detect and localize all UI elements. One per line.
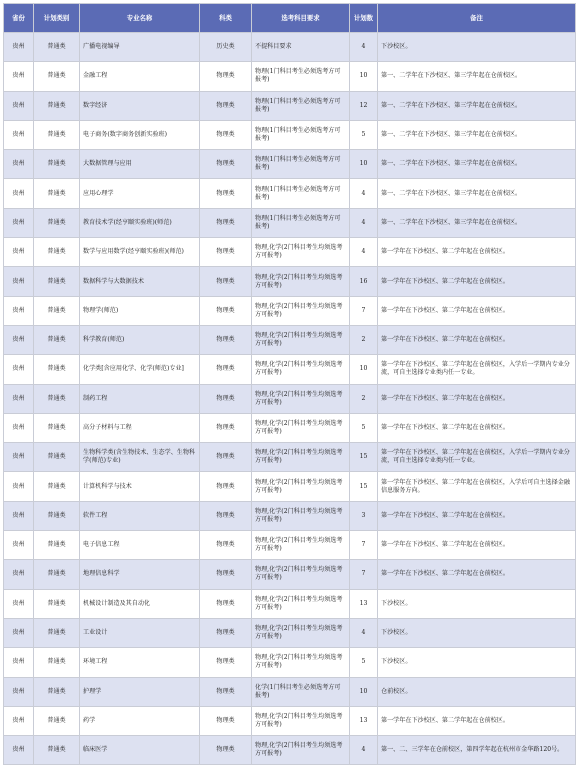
major-name-cell: 广播电视编导: [80, 33, 200, 62]
required-subjects-cell: 化学(1门科目考生必须选考方可报考): [252, 677, 350, 706]
admissions-plan-table: [3, 3, 576, 765]
required-subjects-cell: 物理(1门科目考生必须选考方可报考): [252, 120, 350, 149]
subject-track-cell: 物理类: [200, 618, 252, 647]
plan-category-cell: 普通类: [34, 472, 80, 501]
required-subjects-cell: 物理,化学(2门科目考生均须选考方可报考): [252, 736, 350, 765]
table-row: [4, 413, 576, 442]
province-cell: 贵州: [4, 238, 34, 267]
remarks-cell: 第一学年在下沙校区、第二学年起在仓前校区。: [378, 238, 576, 267]
remarks-cell: 第一学年在下沙校区、第二学年起在仓前校区。: [378, 325, 576, 354]
plan-category-cell: 普通类: [34, 296, 80, 325]
province-cell: 贵州: [4, 267, 34, 296]
table-row: [4, 472, 576, 501]
province-cell: 贵州: [4, 179, 34, 208]
table-row: [4, 238, 576, 267]
required-subjects-cell: 物理,化学(2门科目考生均须选考方可报考): [252, 413, 350, 442]
required-subjects-cell: 物理,化学(2门科目考生均须选考方可报考): [252, 238, 350, 267]
remarks-cell: 第一学年在下沙校区、第二学年起在仓前校区。: [378, 501, 576, 530]
province-cell: 贵州: [4, 62, 34, 91]
remarks-cell: 第一学年在下沙校区、第二学年起在仓前校区。: [378, 413, 576, 442]
province-cell: 贵州: [4, 208, 34, 237]
required-subjects-cell: 物理,化学(2门科目考生均须选考方可报考): [252, 355, 350, 384]
subject-track-cell: 物理类: [200, 648, 252, 677]
remarks-cell: 第一、二学年在下沙校区、第三学年起在仓前校区。: [378, 179, 576, 208]
required-subjects-cell: 物理,化学(2门科目考生均须选考方可报考): [252, 531, 350, 560]
plan-count-cell: 15: [350, 472, 378, 501]
header-remarks: 备注: [378, 4, 576, 33]
province-cell: 贵州: [4, 355, 34, 384]
required-subjects-cell: 物理,化学(2门科目考生均须选考方可报考): [252, 384, 350, 413]
required-subjects-cell: 物理,化学(2门科目考生均须选考方可报考): [252, 501, 350, 530]
table-row: [4, 443, 576, 472]
province-cell: 贵州: [4, 296, 34, 325]
major-name-cell: 工业设计: [80, 618, 200, 647]
remarks-cell: 第一学年在下沙校区、第二学年起在仓前校区。: [378, 296, 576, 325]
plan-category-cell: 普通类: [34, 33, 80, 62]
required-subjects-cell: 物理,化学(2门科目考生均须选考方可报考): [252, 618, 350, 647]
plan-category-cell: 普通类: [34, 443, 80, 472]
plan-count-cell: 10: [350, 62, 378, 91]
required-subjects-cell: 物理,化学(2门科目考生均须选考方可报考): [252, 648, 350, 677]
remarks-cell: 第一学年在下沙校区、第二学年起在仓前校区。: [378, 267, 576, 296]
major-name-cell: 电子商务(数字商务创新实验班): [80, 120, 200, 149]
plan-category-cell: 普通类: [34, 560, 80, 589]
province-cell: 贵州: [4, 91, 34, 120]
plan-count-cell: 4: [350, 736, 378, 765]
required-subjects-cell: 物理,化学(2门科目考生均须选考方可报考): [252, 589, 350, 618]
major-name-cell: 大数据管理与应用: [80, 150, 200, 179]
table-row: [4, 325, 576, 354]
plan-count-cell: 3: [350, 501, 378, 530]
province-cell: 贵州: [4, 589, 34, 618]
province-cell: 贵州: [4, 736, 34, 765]
subject-track-cell: 物理类: [200, 589, 252, 618]
required-subjects-cell: 物理(1门科目考生必须选考方可报考): [252, 150, 350, 179]
plan-count-cell: 10: [350, 677, 378, 706]
header-major-name: 专业名称: [80, 4, 200, 33]
province-cell: 贵州: [4, 706, 34, 735]
plan-count-cell: 2: [350, 325, 378, 354]
remarks-cell: 下沙校区。: [378, 589, 576, 618]
plan-category-cell: 普通类: [34, 150, 80, 179]
plan-count-cell: 12: [350, 91, 378, 120]
province-cell: 贵州: [4, 150, 34, 179]
plan-count-cell: 15: [350, 443, 378, 472]
table-row: [4, 384, 576, 413]
subject-track-cell: 历史类: [200, 33, 252, 62]
province-cell: 贵州: [4, 501, 34, 530]
major-name-cell: 应用心理学: [80, 179, 200, 208]
subject-track-cell: 物理类: [200, 267, 252, 296]
subject-track-cell: 物理类: [200, 325, 252, 354]
major-name-cell: 高分子材料与工程: [80, 413, 200, 442]
table-row: [4, 296, 576, 325]
table-row: [4, 150, 576, 179]
major-name-cell: 环境工程: [80, 648, 200, 677]
major-name-cell: 电子信息工程: [80, 531, 200, 560]
header-plan-category: 计划类别: [34, 4, 80, 33]
remarks-cell: 第一、二、三学年在仓前校区，第四学年起在杭州市金华路120号。: [378, 736, 576, 765]
subject-track-cell: 物理类: [200, 208, 252, 237]
required-subjects-cell: 物理,化学(2门科目考生均须选考方可报考): [252, 706, 350, 735]
remarks-cell: 第一学年在下沙校区、第二学年起在仓前校区，入学后一学期内专业分流，可自主选择专业类内任一专业。: [378, 355, 576, 384]
major-name-cell: 金融工程: [80, 62, 200, 91]
major-name-cell: 科学教育(师范): [80, 325, 200, 354]
plan-count-cell: 13: [350, 589, 378, 618]
required-subjects-cell: 物理,化学(2门科目考生均须选考方可报考): [252, 296, 350, 325]
plan-count-cell: 7: [350, 531, 378, 560]
province-cell: 贵州: [4, 413, 34, 442]
major-name-cell: 软件工程: [80, 501, 200, 530]
plan-count-cell: 10: [350, 150, 378, 179]
major-name-cell: 数字经济: [80, 91, 200, 120]
province-cell: 贵州: [4, 531, 34, 560]
province-cell: 贵州: [4, 560, 34, 589]
plan-count-cell: 10: [350, 355, 378, 384]
plan-category-cell: 普通类: [34, 531, 80, 560]
plan-category-cell: 普通类: [34, 384, 80, 413]
header-subject-track: 科类: [200, 4, 252, 33]
header-province: 省份: [4, 4, 34, 33]
table-row: [4, 179, 576, 208]
plan-category-cell: 普通类: [34, 677, 80, 706]
subject-track-cell: 物理类: [200, 443, 252, 472]
subject-track-cell: 物理类: [200, 120, 252, 149]
plan-count-cell: 4: [350, 208, 378, 237]
plan-category-cell: 普通类: [34, 91, 80, 120]
subject-track-cell: 物理类: [200, 179, 252, 208]
table-row: [4, 736, 576, 765]
table-body: [4, 33, 576, 765]
table-row: [4, 560, 576, 589]
plan-category-cell: 普通类: [34, 736, 80, 765]
major-name-cell: 机械设计制造及其自动化: [80, 589, 200, 618]
plan-count-cell: 4: [350, 33, 378, 62]
plan-category-cell: 普通类: [34, 238, 80, 267]
plan-category-cell: 普通类: [34, 501, 80, 530]
major-name-cell: 临床医学: [80, 736, 200, 765]
subject-track-cell: 物理类: [200, 677, 252, 706]
plan-category-cell: 普通类: [34, 618, 80, 647]
plan-count-cell: 4: [350, 618, 378, 647]
plan-category-cell: 普通类: [34, 179, 80, 208]
plan-category-cell: 普通类: [34, 120, 80, 149]
province-cell: 贵州: [4, 120, 34, 149]
province-cell: 贵州: [4, 325, 34, 354]
plan-count-cell: 4: [350, 179, 378, 208]
plan-count-cell: 4: [350, 238, 378, 267]
remarks-cell: 第一学年在下沙校区、第二学年起在仓前校区。: [378, 531, 576, 560]
required-subjects-cell: 物理,化学(2门科目考生均须选考方可报考): [252, 267, 350, 296]
table-row: [4, 208, 576, 237]
required-subjects-cell: 物理,化学(2门科目考生均须选考方可报考): [252, 472, 350, 501]
subject-track-cell: 物理类: [200, 472, 252, 501]
province-cell: 贵州: [4, 384, 34, 413]
plan-count-cell: 7: [350, 296, 378, 325]
table-row: [4, 91, 576, 120]
remarks-cell: 第一、二学年在下沙校区、第三学年起在仓前校区。: [378, 150, 576, 179]
plan-category-cell: 普通类: [34, 325, 80, 354]
header-required-subjects: 选考科目要求: [252, 4, 350, 33]
plan-category-cell: 普通类: [34, 648, 80, 677]
subject-track-cell: 物理类: [200, 296, 252, 325]
required-subjects-cell: 物理,化学(2门科目考生均须选考方可报考): [252, 325, 350, 354]
table-row: [4, 677, 576, 706]
plan-category-cell: 普通类: [34, 267, 80, 296]
province-cell: 贵州: [4, 472, 34, 501]
province-cell: 贵州: [4, 618, 34, 647]
table-row: [4, 267, 576, 296]
subject-track-cell: 物理类: [200, 238, 252, 267]
major-name-cell: 制药工程: [80, 384, 200, 413]
remarks-cell: 下沙校区。: [378, 33, 576, 62]
table-row: [4, 501, 576, 530]
major-name-cell: 教育技术学(经亨颐实验班)(师范): [80, 208, 200, 237]
subject-track-cell: 物理类: [200, 413, 252, 442]
required-subjects-cell: 物理(1门科目考生必须选考方可报考): [252, 208, 350, 237]
remarks-cell: 第一学年在下沙校区、第二学年起在仓前校区。: [378, 560, 576, 589]
plan-count-cell: 16: [350, 267, 378, 296]
plan-count-cell: 7: [350, 560, 378, 589]
subject-track-cell: 物理类: [200, 150, 252, 179]
province-cell: 贵州: [4, 33, 34, 62]
major-name-cell: 化学类[含应用化学、化学(师范)专业]: [80, 355, 200, 384]
remarks-cell: 第一、二学年在下沙校区、第三学年起在仓前校区。: [378, 91, 576, 120]
remarks-cell: 下沙校区。: [378, 648, 576, 677]
major-name-cell: 计算机科学与技术: [80, 472, 200, 501]
remarks-cell: 第一学年在下沙校区、第二学年起在仓前校区，入学后一学期内专业分流，可自主选择专业类内任一专业。: [378, 443, 576, 472]
required-subjects-cell: 物理(1门科目考生必须选考方可报考): [252, 91, 350, 120]
table-row: [4, 33, 576, 62]
subject-track-cell: 物理类: [200, 62, 252, 91]
remarks-cell: 第一、二学年在下沙校区、第三学年起在仓前校区。: [378, 120, 576, 149]
major-name-cell: 地理信息科学: [80, 560, 200, 589]
table-row: [4, 531, 576, 560]
major-name-cell: 数学与应用数学(经亨颐实验班)(师范): [80, 238, 200, 267]
remarks-cell: 仓前校区。: [378, 677, 576, 706]
remarks-cell: 第一学年在下沙校区、第二学年起在仓前校区。: [378, 706, 576, 735]
subject-track-cell: 物理类: [200, 91, 252, 120]
remarks-cell: 第一学年在下沙校区、第二学年起在仓前校区。: [378, 384, 576, 413]
major-name-cell: 药学: [80, 706, 200, 735]
plan-category-cell: 普通类: [34, 208, 80, 237]
plan-category-cell: 普通类: [34, 589, 80, 618]
plan-count-cell: 5: [350, 413, 378, 442]
plan-count-cell: 5: [350, 120, 378, 149]
province-cell: 贵州: [4, 677, 34, 706]
remarks-cell: 第一、二学年在下沙校区、第三学年起在仓前校区。: [378, 208, 576, 237]
table-row: [4, 589, 576, 618]
subject-track-cell: 物理类: [200, 384, 252, 413]
header-plan-count: 计划数: [350, 4, 378, 33]
subject-track-cell: 物理类: [200, 706, 252, 735]
subject-track-cell: 物理类: [200, 560, 252, 589]
plan-count-cell: 13: [350, 706, 378, 735]
table-header-row: [4, 4, 576, 33]
required-subjects-cell: 物理,化学(2门科目考生均须选考方可报考): [252, 560, 350, 589]
province-cell: 贵州: [4, 648, 34, 677]
required-subjects-cell: 物理(1门科目考生必须选考方可报考): [252, 179, 350, 208]
major-name-cell: 数据科学与大数据技术: [80, 267, 200, 296]
required-subjects-cell: 物理(1门科目考生必须选考方可报考): [252, 62, 350, 91]
plan-category-cell: 普通类: [34, 413, 80, 442]
admissions-table-container: [3, 3, 575, 765]
table-row: [4, 120, 576, 149]
major-name-cell: 物理学(师范): [80, 296, 200, 325]
plan-count-cell: 2: [350, 384, 378, 413]
table-row: [4, 706, 576, 735]
remarks-cell: 下沙校区。: [378, 618, 576, 647]
subject-track-cell: 物理类: [200, 355, 252, 384]
subject-track-cell: 物理类: [200, 736, 252, 765]
remarks-cell: 第一学年在下沙校区、第二学年起在仓前校区，入学后可自主选择金融信息服务方向。: [378, 472, 576, 501]
table-row: [4, 618, 576, 647]
plan-count-cell: 5: [350, 648, 378, 677]
table-row: [4, 62, 576, 91]
major-name-cell: 生物科学类(含生物技术、生态学、生物科学(师范)专业): [80, 443, 200, 472]
table-row: [4, 648, 576, 677]
plan-category-cell: 普通类: [34, 706, 80, 735]
plan-category-cell: 普通类: [34, 355, 80, 384]
required-subjects-cell: 物理,化学(2门科目考生均须选考方可报考): [252, 443, 350, 472]
table-row: [4, 355, 576, 384]
major-name-cell: 护理学: [80, 677, 200, 706]
province-cell: 贵州: [4, 443, 34, 472]
subject-track-cell: 物理类: [200, 531, 252, 560]
remarks-cell: 第一、二学年在下沙校区、第三学年起在仓前校区。: [378, 62, 576, 91]
required-subjects-cell: 不提科目要求: [252, 33, 350, 62]
plan-category-cell: 普通类: [34, 62, 80, 91]
subject-track-cell: 物理类: [200, 501, 252, 530]
